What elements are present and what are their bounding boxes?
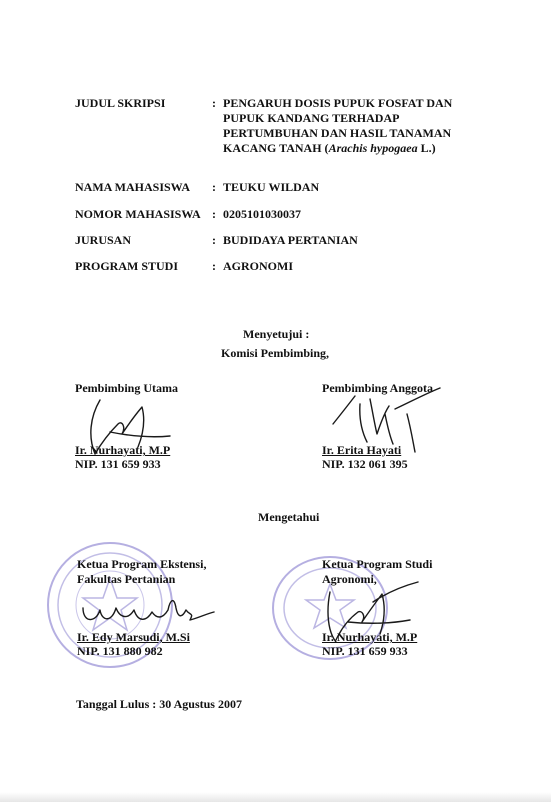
title-line-4-prefix: KACANG TANAH ( (223, 141, 329, 155)
member-supervisor-name: Ir. Erita Hayati (322, 443, 402, 457)
department-value: BUDIDAYA PERTANIAN (223, 233, 358, 247)
department-separator: : (212, 233, 216, 247)
title-line-3: PERTUMBUHAN DAN HASIL TANAMAN (223, 126, 452, 140)
extension-head-signature (78, 588, 218, 628)
main-supervisor-name: Ir. Nurhayati, M.P (75, 443, 171, 457)
extension-head-name: Ir. Edy Marsudi, M.Si (77, 630, 190, 644)
student-name-label: NAMA MAHASISWA (75, 180, 191, 194)
student-number-label: NOMOR MAHASISWA (75, 207, 201, 221)
title-line-4-suffix: L.) (417, 141, 436, 155)
student-number-value: 0205101030037 (223, 207, 301, 221)
study-head-nip: NIP. 131 659 933 (322, 644, 408, 658)
title-separator: : (212, 96, 216, 110)
study-head-role-line-1: Ketua Program Studi (322, 557, 433, 571)
title-label: JUDUL SKRIPSI (75, 96, 166, 110)
study-program-separator: : (212, 259, 216, 273)
extension-head-nip: NIP. 131 880 982 (77, 644, 163, 658)
title-line-4 (223, 141, 436, 156)
committee-heading: Komisi Pembimbing, (221, 346, 330, 360)
graduation-date: Tanggal Lulus : 30 Agustus 2007 (76, 697, 242, 711)
student-number-separator: : (212, 207, 216, 221)
extension-head-role-line-1: Ketua Program Ekstensi, (77, 557, 207, 571)
approval-heading: Menyetujui : (243, 327, 310, 341)
member-supervisor-role: Pembimbing Anggota (322, 381, 434, 395)
department-label: JURUSAN (75, 233, 132, 247)
study-program-value: AGRONOMI (223, 259, 293, 273)
main-supervisor-nip: NIP. 131 659 933 (75, 457, 161, 471)
student-name-value: TEUKU WILDAN (223, 180, 320, 194)
title-line-2: PUPUK KANDANG TERHADAP (223, 111, 400, 125)
study-program-label: PROGRAM STUDI (75, 259, 179, 273)
title-line-1: PENGARUH DOSIS PUPUK FOSFAT DAN (223, 96, 453, 110)
acknowledge-heading: Mengetahui (258, 510, 320, 524)
page-edge-shadow (0, 792, 551, 802)
extension-head-role-line-2: Fakultas Pertanian (77, 572, 176, 586)
study-head-name: Ir. Nurhayati, M.P (322, 630, 418, 644)
study-head-role-line-2: Agronomi, (322, 572, 377, 586)
title-line-4-species: Arachis hypogaea (328, 141, 418, 155)
student-name-separator: : (212, 180, 216, 194)
member-supervisor-nip: NIP. 132 061 395 (322, 457, 408, 471)
main-supervisor-role: Pembimbing Utama (75, 381, 178, 395)
